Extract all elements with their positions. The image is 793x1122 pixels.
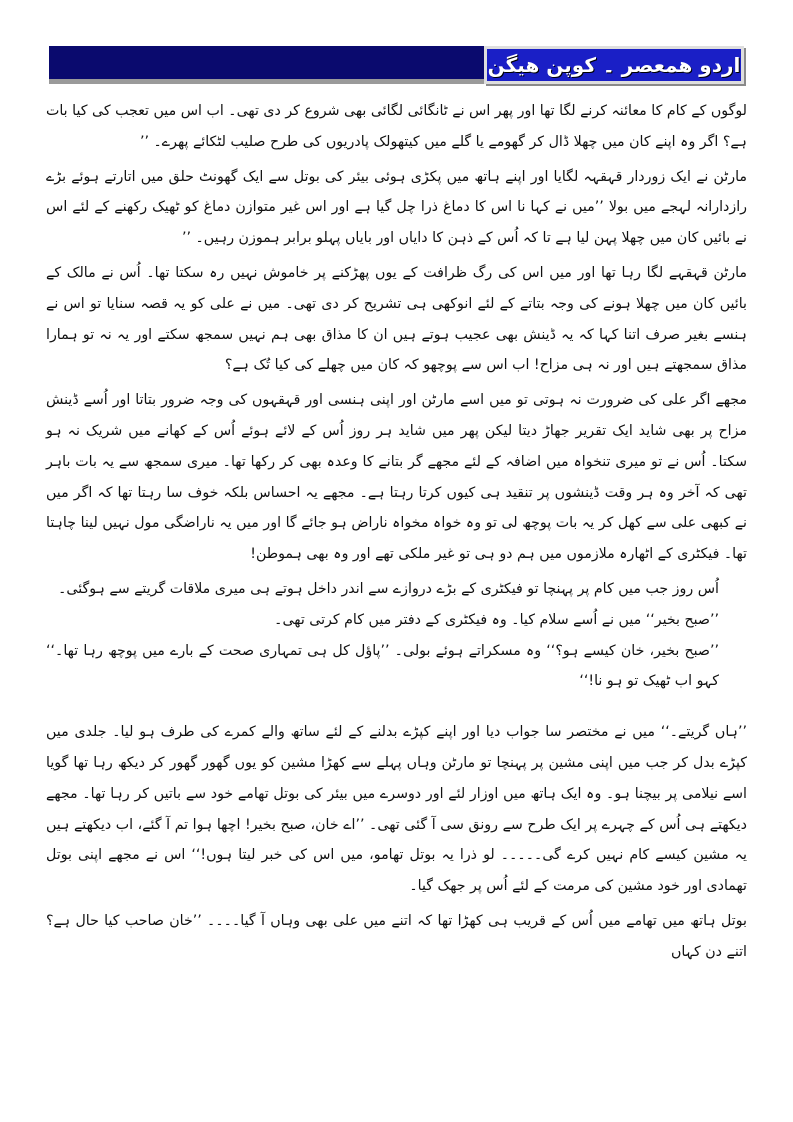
header-banner <box>49 46 744 84</box>
paragraph-6: ’’صبح بخیر‘‘ میں نے اُسے سلام کیا۔ وہ فیکٹری کے دفتر میں کام کرتی تھی۔ <box>274 611 719 628</box>
magazine-title: اردو ھمعصر ۔ کوپن ھیگن <box>484 46 744 84</box>
paragraph-8: ’’ہاں گریتے۔‘‘ میں نے مختصر سا جواب دیا اور اپنے کپڑے بدلنے کے لئے ساتھ والے کمرے کی طرف ہو لیا۔ جلدی میں کپڑے بدل کر جب میں اپنی مشین پر پہنچا تو مارٹن وہاں پہلے سے کھڑا مشین کو یوں گھور گھور کر دیکھ رہا تھا گویا اسے نیلامی پر بیچنا ہو۔ وہ ایک ہاتھ میں اوزار لئے اور دوسرے میں بیئر کی بوتل تھامے خود سے باتیں کر رہا تھا۔ مجھے دیکھتے ہی اُس کے چہرے پر ایک طرح سے رونق سی آ گئی تھی۔ ’’اے خان، صبح بخیر! اچھا ہوا تم آ گئے، اب دیکھتے ہیں یہ مشین کیسے کام نہیں کرے گی۔۔۔۔۔ لو ذرا یہ بوتل تھامو، میں اس کی خبر لیتا ہوں!‘‘ اس نے مجھے اپنی بوتل تھمادی اور خود مشین کی مرمت کے لئے اُس پر جھک گیا۔ <box>46 724 747 895</box>
article-body <box>46 96 747 968</box>
paragraph-9: بوتل ہاتھ میں تھامے میں اُس کے قریب ہی کھڑا تھا کہ اتنے میں علی بھی وہاں آ گیا۔۔۔۔ ’’خان صاحب کیا حال ہے؟ اتنے دن کہاں <box>46 912 747 960</box>
paragraph-5: اُس روز جب میں کام پر پہنچا تو فیکٹری کے بڑے دروازے سے اندر داخل ہوتے ہی میری ملاقات گریتے سے ہوگئی۔ <box>58 580 719 597</box>
paragraph-1: لوگوں کے کام کا معائنہ کرنے لگا تھا اور پھر اس نے ٹانگائی لگائی بھی شروع کر دی تھی۔ اب اس میں تعجب کی کیا بات ہے؟ اگر وہ اپنے کان میں چھلا ڈال کر گھومے یا گلے میں کیتھولک پادریوں کی طرح صلیب لٹکائے پھرے۔ ’’ <box>46 103 747 150</box>
paragraph-2: مارٹن نے ایک زوردار قہقہہ لگایا اور اپنے ہاتھ میں پکڑی ہوئی بیئر کی بوتل سے ایک گھونٹ حلق میں اتارتے ہوئے بڑے رازدارانہ لہجے میں بولا ’’میں نے کہا نا اس کا دماغ ذرا چل گیا ہے اور اس غیر متوازن دماغ کو ٹھیک رکھنے کے لئے اس نے بائیں کان میں چھلا پہن لیا ہے تا کہ اُس کے ذہن کا دایاں اور بایاں پہلو برابر ہموزن رہیں۔ ’’ <box>46 168 747 247</box>
paragraph-7: ’’صبح بخیر، خان کیسے ہو؟‘‘ وہ مسکراتے ہوئے بولی۔ ’’پاؤل کل ہی تمہاری صحت کے بارے میں پوچھ رہا تھا۔‘‘ کہو اب ٹھیک تو ہو نا!‘‘ <box>46 642 719 690</box>
paragraph-4: مجھے اگر علی کی ضرورت نہ ہوتی تو میں اسے مارٹن اور اپنی ہنسی اور قہقہوں کی وجہ ضرور بتاتا اور اُسے ڈینش مزاح پر بھی شاید ایک تقریر جھاڑ دیتا لیکن پھر میں شاید ہر روز اُس کے لائے ہوئے اُس کے کھانے میں شریک نہ ہو سکتا۔ اُس نے تو میری تنخواہ میں اضافہ کے لئے مجھے گر بتانے کا وعدہ بھی کر رکھا تھا۔ میری سمجھ سے یہ بات باہر تھی کہ آخر وہ ہر وقت ڈینشوں پر تنقید ہی کیوں کرتا رہتا ہے۔ مجھے یہ احساس بلکہ خوف سا رہتا تھا کہ اگر میں نے کبھی علی سے کھل کر یہ بات پوچھ لی تو وہ خواہ مخواہ ناراض ہو جائے گا اور میں یہ ناراضگی مول نہیں لینا چاہتا تھا۔ فیکٹری کے اٹھارہ ملازموں میں ہم دو ہی تو غیر ملکی تھے اور وہ بھی ہموطن! <box>46 392 747 563</box>
paragraph-3: مارٹن قہقہے لگا رہا تھا اور میں اس کی رگ ظرافت کے یوں پھڑکنے پر خاموش نہیں رہ سکتا تھا۔ اُس نے مالک کے بائیں کان میں چھلا ہونے کی وجہ بتاتے کے لئے انوکھی ہی تشریح کر دی تھی۔ میں نے علی کو یہ قصہ سنایا تو اس نے ہنسے بغیر صرف اتنا کہا کہ یہ ڈینش بھی عجیب ہوتے ہیں ان کا مذاق بھی ہم نہیں سمجھ سکتے اور یہ نہ تو ہمارا مذاق سمجھتے ہیں اور نہ ہی مزاح! اب اس سے پوچھو کہ کان میں چھلے کی کیا تُک ہے؟ <box>46 264 747 374</box>
header-dark-strip <box>49 46 484 84</box>
